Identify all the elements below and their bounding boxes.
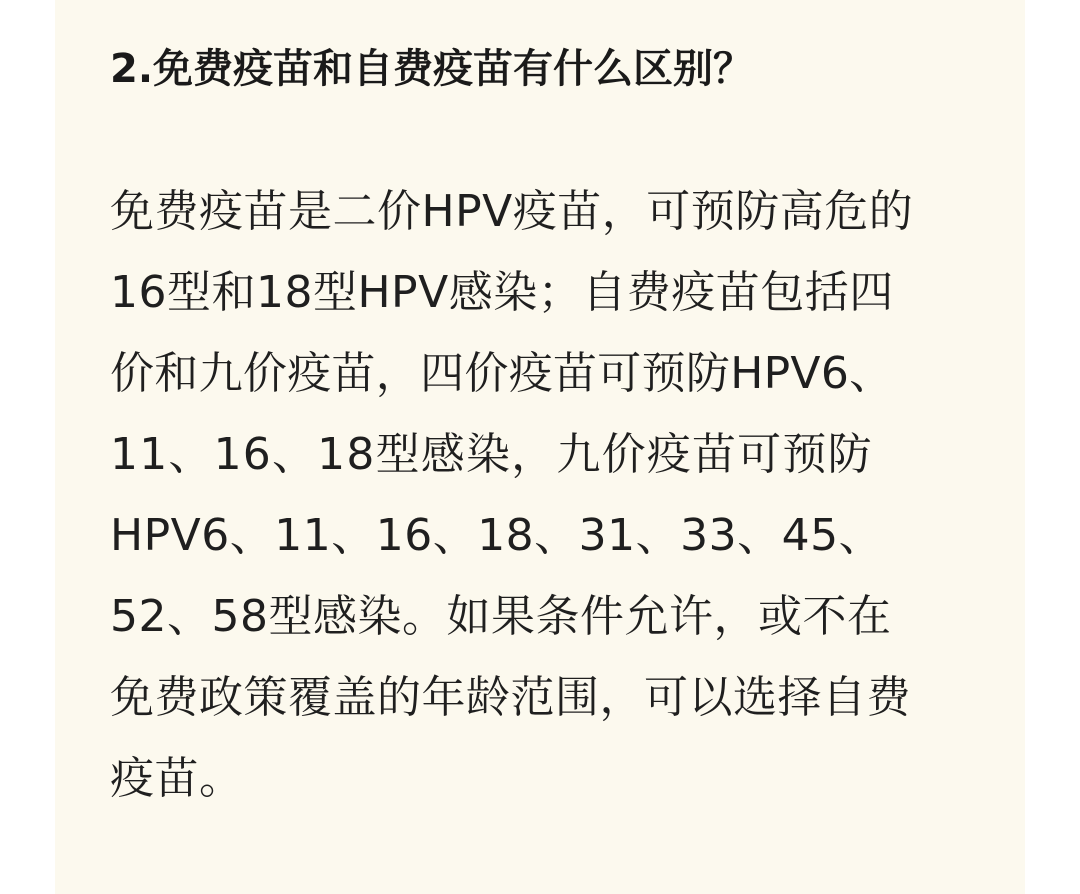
section-heading: 2.免费疫苗和自费疫苗有什么区别？ xyxy=(110,46,754,92)
paragraph-line: 价和九价疫苗，四价疫苗可预防HPV6、 xyxy=(110,348,894,399)
paragraph-line: 16型和18型HPV感染；自费疫苗包括四 xyxy=(110,267,894,318)
paragraph-line: 免费政策覆盖的年龄范围，可以选择自费 xyxy=(110,672,911,723)
paragraph-line: 52、58型感染。如果条件允许，或不在 xyxy=(110,591,892,642)
paragraph-line: 疫苗。 xyxy=(110,753,244,804)
paragraph-line: 11、16、18型感染，九价疫苗可预防 xyxy=(110,429,873,480)
paragraph-line: 免费疫苗是二价HPV疫苗，可预防高危的 xyxy=(110,186,914,237)
paragraph-line: HPV6、11、16、18、31、33、45、 xyxy=(110,510,884,561)
